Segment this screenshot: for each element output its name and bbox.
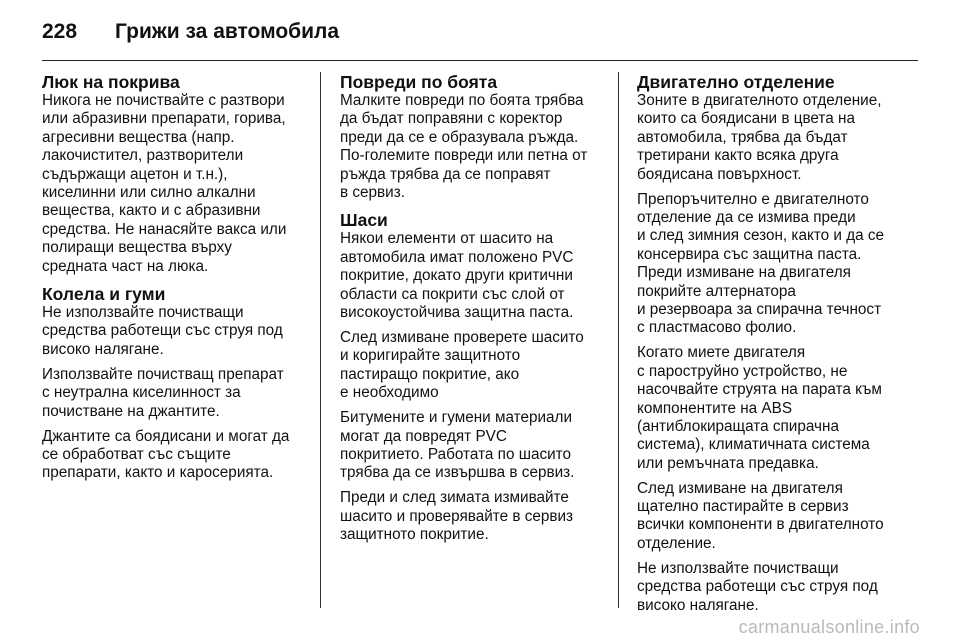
header-rule [42,60,918,61]
paragraph: Някои елементи от шасито на автомобила имат положено PVC покритие, докато други критични области са покрити със слой от високоустойчива защитна паста. [340,230,574,322]
column-3 [637,72,899,623]
section-heading: Колела и гуми [42,284,166,305]
paragraph: Когато миете двигателя с пароструйно устройство, не насочвайте струята на парата към компонентите на ABS (антиблокиращата спирачна система), климатичната система или ремъчната предавка. [637,344,882,472]
page-title: Грижи за автомобила [115,20,340,43]
paragraph: Използвайте почистващ препарат с неутрална киселинност за почистване на джантите. [42,365,284,420]
paragraph: Не използвайте почистващи средства работещи със струя под високо налягане. [42,304,283,358]
paragraph: Преди и след зимата измивайте шасито и проверявайте в сервиз защитното покритие. [340,489,574,544]
watermark: carmanualsonline.info [738,617,920,637]
page-header [42,14,339,50]
section-heading: Двигателно отделение [637,72,835,92]
paragraph: Битумените и гумени материали могат да повредят PVC покритието. Работата по шасито трябва да се извършва в сервиз. [340,409,575,482]
paragraph: Джантите са боядисани и могат да се обработват със същите препарати, както и каросерията. [42,427,290,482]
section-heading: Шаси [340,210,388,231]
paragraph: Никога не почиствайте с разтвори или абразивни препарати, горива, агресивни вещества (напр. лакочистител, разтворители съдържащи ацетон и т.н.), киселинни или силно алкални вещества, както и с абразивни средства. Не нанасяйте вакса или полиращи вещества върху средната част на люка. [42,92,287,275]
paragraph: След измиване проверете шасито и коригирайте защитното пастиращо покритие, ако е необходимо [340,328,584,402]
column-1 [42,72,304,491]
page-number: 228 [42,20,78,43]
column-2 [340,72,602,552]
section-heading: Люк на покрива [42,72,180,92]
section-sunroof [42,72,304,276]
section-paint-damage [340,72,602,202]
section-wheels-tyres [42,284,304,483]
paragraph: Препоръчително е двигателното отделение да се измива преди и след зимния сезон, както и да се консервира със защитна паста. Преди измиване на двигателя покрийте алтернатора и резервоара за спирачна течност с пластмасово фолио. [637,190,885,337]
column-divider-2 [618,72,619,608]
section-engine-compartment [637,72,899,615]
section-underbody [340,210,602,544]
section-heading: Повреди по боята [340,72,498,92]
paragraph: Зоните в двигателното отделение, които са боядисани в цвета на автомобила, трябва да бъдат третирани както всяка друга боядисана повърхност. [637,92,882,183]
column-divider-1 [320,72,321,608]
paragraph: След измиване на двигателя щателно пастирайте в сервиз всички компоненти в двигателното отделение. [637,479,884,552]
paragraph: Малките повреди по боята трябва да бъдат поправяни с коректор преди да се е образувала ръжда. По-големите повреди или петна от ръжда трябва да се поправят в сервиз. [340,92,588,202]
paragraph: Не използвайте почистващи средства работещи със струя под високо налягане. [637,559,878,614]
